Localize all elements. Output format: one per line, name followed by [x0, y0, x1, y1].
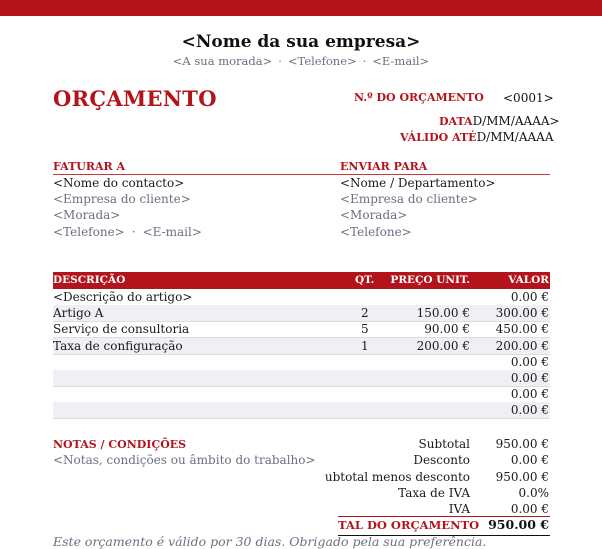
company-contact-line — [0, 54, 602, 68]
bill-to-phone-email — [53, 225, 202, 239]
address-divider — [53, 174, 550, 175]
cell-amount: 0.00 € — [510, 371, 549, 385]
separator-dot: · — [362, 54, 367, 68]
col-quantity: QT. — [355, 274, 375, 286]
cell-unit-price: 90.00 € — [424, 322, 470, 337]
bill-to-address: <Morada> — [53, 208, 121, 222]
valid-until-value: D/MM/AAAA — [476, 130, 554, 144]
table-row — [53, 386, 550, 403]
cell-amount: 300.00 € — [495, 306, 549, 321]
subtotal-after-discount-label: ubtotal menos desconto — [324, 470, 470, 484]
total-label: TAL DO ORÇAMENTO — [338, 518, 480, 532]
date-value: D/MM/AAAA> — [472, 114, 560, 128]
bill-to-heading: FATURAR A — [53, 160, 126, 173]
bill-to-contact: <Nome do contacto> — [53, 176, 185, 190]
col-amount: VALOR — [508, 274, 549, 286]
tax-rate-value: 0.0% — [518, 486, 549, 500]
notes-text: <Notas, condições ou âmbito do trabalho> — [53, 453, 316, 467]
col-description: DESCRIÇÃO — [53, 274, 126, 286]
bill-to-company: <Empresa do cliente> — [53, 192, 191, 206]
subtotal-value: 950.00 € — [495, 437, 549, 451]
col-unit-price: PREÇO UNIT. — [390, 274, 470, 286]
cell-description: Serviço de consultoria — [53, 322, 190, 337]
ship-to-address: <Morada> — [340, 208, 408, 222]
valid-until-label: VÁLIDO ATÉ — [400, 131, 477, 144]
subtotal-label: Subtotal — [418, 437, 470, 451]
total-value: 950.00 € — [488, 517, 549, 532]
cell-quantity: 2 — [361, 306, 369, 321]
tax-rate-label: Taxa de IVA — [398, 486, 470, 500]
cell-unit-price: 150.00 € — [416, 306, 470, 321]
ship-to-name: <Nome / Departamento> — [340, 176, 496, 190]
items-table-header — [53, 272, 550, 289]
table-row — [53, 370, 550, 387]
document-title: ORÇAMENTO — [53, 86, 217, 111]
ship-to-company: <Empresa do cliente> — [340, 192, 478, 206]
footer-note: Este orçamento é válido por 30 dias. Obrigado pela sua preferência. — [53, 534, 487, 549]
company-name: <Nome da sua empresa> — [181, 32, 421, 52]
cell-quantity: 1 — [361, 338, 369, 353]
cell-quantity: 5 — [361, 322, 369, 337]
cell-amount: 0.00 € — [510, 354, 549, 369]
cell-unit-price: 200.00 € — [416, 338, 470, 353]
cell-amount: 0.00 € — [510, 387, 549, 402]
subtotal-after-discount-value: 950.00 € — [495, 470, 549, 484]
bill-to-phone: <Telefone> — [53, 225, 125, 239]
company-address: <A sua morada> — [172, 54, 273, 68]
table-row — [53, 289, 550, 306]
separator-dot: · — [131, 225, 136, 239]
table-row — [53, 402, 550, 419]
date-label: DATA — [439, 115, 473, 128]
discount-value: 0.00 € — [510, 453, 549, 467]
tax-label: IVA — [448, 502, 470, 516]
header-accent-bar — [0, 0, 602, 16]
discount-label: Desconto — [413, 453, 470, 467]
cell-description: <Descrição do artigo> — [53, 290, 193, 304]
cell-amount: 450.00 € — [495, 322, 549, 337]
table-row — [53, 305, 550, 322]
quote-number-value: <0001> — [503, 91, 554, 105]
quote-number-label: N.º DO ORÇAMENTO — [354, 91, 484, 104]
bill-to-email: <E-mail> — [142, 225, 202, 239]
cell-amount: 200.00 € — [495, 338, 549, 353]
valid-until-row — [400, 126, 554, 145]
company-phone: <Telefone> — [287, 54, 357, 68]
separator-dot: · — [278, 54, 282, 68]
notes-heading: NOTAS / CONDIÇÕES — [53, 438, 187, 451]
table-row — [53, 338, 550, 355]
cell-amount: 0.00 € — [510, 290, 549, 304]
cell-amount: 0.00 € — [510, 403, 549, 418]
table-row — [53, 354, 550, 371]
company-email: <E-mail> — [372, 54, 430, 68]
cell-description: Taxa de configuração — [53, 338, 183, 353]
cell-description: Artigo A — [53, 306, 104, 321]
tax-value: 0.00 € — [510, 502, 549, 516]
table-row — [53, 321, 550, 338]
ship-to-phone: <Telefone> — [340, 225, 412, 239]
ship-to-heading: ENVIAR PARA — [340, 160, 428, 173]
